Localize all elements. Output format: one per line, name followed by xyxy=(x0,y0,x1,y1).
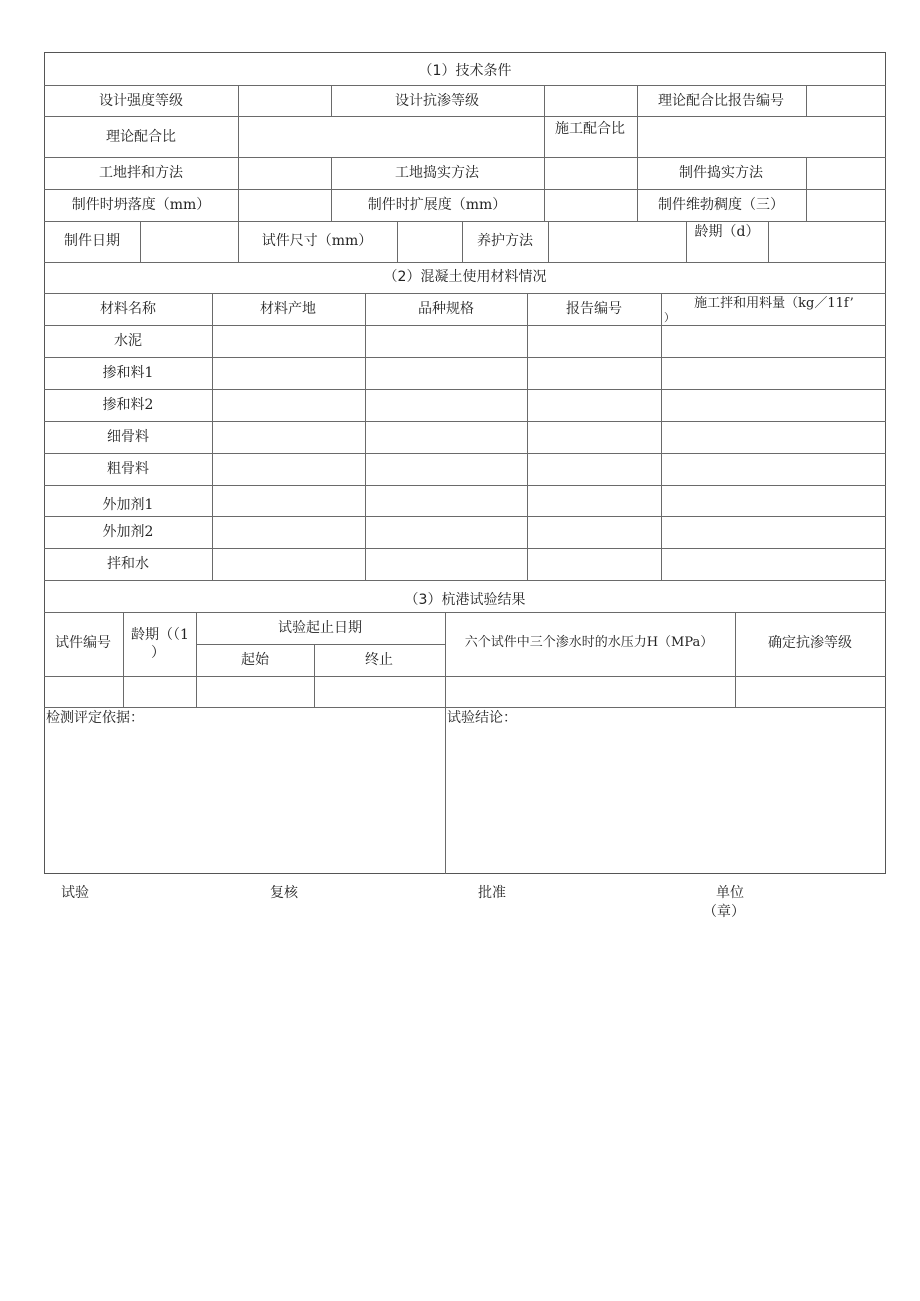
rule xyxy=(735,612,736,707)
material-row-mixing-water: 拌和水 xyxy=(107,556,149,572)
rule xyxy=(44,580,886,581)
col-material-name: 材料名称 xyxy=(100,301,156,317)
curing-method-label: 养护方法 xyxy=(477,233,533,249)
rule xyxy=(768,221,769,262)
spread-label: 制件时扩展度（mm） xyxy=(367,197,507,213)
rule xyxy=(806,157,807,221)
rule xyxy=(331,157,332,221)
fabrication-date-label: 制件日期 xyxy=(64,233,120,249)
rule xyxy=(314,644,315,707)
determined-grade-label: 确定抗渗等级 xyxy=(768,635,852,651)
rule xyxy=(44,293,886,294)
water-pressure-label: 六个试件中三个渗水时的水压力H（MPa） xyxy=(464,635,714,650)
start-date-label: 起始 xyxy=(241,652,269,668)
rule xyxy=(462,221,463,262)
rule xyxy=(44,548,886,549)
rule xyxy=(44,221,886,222)
material-row-admixture2: 掺和料2 xyxy=(102,397,154,413)
end-date-label: 终止 xyxy=(365,652,393,668)
rule xyxy=(44,389,886,390)
section1-title: （1）技术条件 xyxy=(418,63,512,79)
rule xyxy=(44,612,886,613)
rule xyxy=(44,325,886,326)
material-row-additive2: 外加剂2 xyxy=(102,524,154,540)
rule xyxy=(44,453,886,454)
rule xyxy=(544,157,545,221)
rule xyxy=(44,707,886,708)
signature-approve-label: 批准 xyxy=(478,885,506,901)
design-impermeability-grade-label: 设计抗渗等级 xyxy=(395,93,479,109)
rule xyxy=(196,612,197,707)
rule xyxy=(44,516,886,517)
rule xyxy=(44,157,886,158)
rule xyxy=(44,357,886,358)
theoretical-mix-report-no-label: 理论配合比报告编号 xyxy=(658,93,784,109)
rule xyxy=(365,293,366,580)
rule xyxy=(44,116,886,117)
specimen-no-label: 试件编号 xyxy=(55,635,111,651)
evaluation-basis-label: 检测评定依据： xyxy=(46,710,144,726)
col-material-quantity: 施工拌和用料量（kg／11f’ xyxy=(694,296,854,311)
rule xyxy=(44,262,886,263)
site-mixing-method-label: 工地拌和方法 xyxy=(99,165,183,181)
slump-label: 制件时坍落度（mm） xyxy=(71,197,211,213)
material-row-coarse-aggregate: 粗骨料 xyxy=(107,461,149,477)
rule xyxy=(44,676,886,677)
age-days-label-cont: ） xyxy=(151,645,165,661)
section2-title: （2）混凝土使用材料情况 xyxy=(383,269,547,285)
rule xyxy=(238,85,239,157)
design-strength-grade-label: 设计强度等级 xyxy=(99,93,183,109)
rule xyxy=(548,221,549,262)
age-days-label: 龄期（（1 xyxy=(131,627,189,643)
rule xyxy=(212,293,213,580)
rule xyxy=(331,85,332,116)
signature-review-label: 复核 xyxy=(270,885,298,901)
section3-title: （3）杭港试验结果 xyxy=(404,592,526,608)
specimen-compaction-method-label: 制件捣实方法 xyxy=(679,165,763,181)
rule xyxy=(806,85,807,116)
rule xyxy=(44,485,886,486)
rule xyxy=(661,293,662,580)
test-dates-label: 试验起止日期 xyxy=(278,620,362,636)
rule xyxy=(44,421,886,422)
rule xyxy=(445,612,446,874)
seal-label: （章） xyxy=(703,904,745,920)
rule xyxy=(637,85,638,157)
col-material-origin: 材料产地 xyxy=(260,301,316,317)
rule xyxy=(238,157,239,221)
vebe-consistency-label: 制件维勃稠度（三） xyxy=(658,197,784,213)
rule xyxy=(44,85,886,86)
specimen-size-label: 试件尺寸（mm） xyxy=(261,233,373,249)
theoretical-mix-label: 理论配合比 xyxy=(106,129,176,145)
rule xyxy=(397,221,398,262)
signature-test-label: 试验 xyxy=(61,885,89,901)
rule xyxy=(686,221,687,262)
rule xyxy=(44,189,886,190)
rule xyxy=(196,644,445,645)
rule xyxy=(140,221,141,262)
rule xyxy=(123,612,124,707)
test-conclusion-label: 试验结论： xyxy=(447,710,517,726)
rule xyxy=(544,85,545,157)
rule xyxy=(637,157,638,221)
material-row-fine-aggregate: 细骨料 xyxy=(107,429,149,445)
rule xyxy=(527,293,528,580)
site-compaction-method-label: 工地捣实方法 xyxy=(395,165,479,181)
col-variety-spec: 品种规格 xyxy=(418,301,474,317)
rule xyxy=(238,221,239,262)
col-material-quantity-cont: ） xyxy=(664,311,675,324)
material-row-cement: 水泥 xyxy=(114,333,142,349)
construction-mix-label: 施工配合比 xyxy=(555,121,625,137)
age-label: 龄期（d） xyxy=(694,224,760,240)
col-report-no: 报告编号 xyxy=(566,301,622,317)
material-row-additive1: 外加剂1 xyxy=(102,497,154,513)
signature-unit-label: 单位 xyxy=(716,885,744,901)
material-row-admixture1: 掺和料1 xyxy=(102,365,154,381)
